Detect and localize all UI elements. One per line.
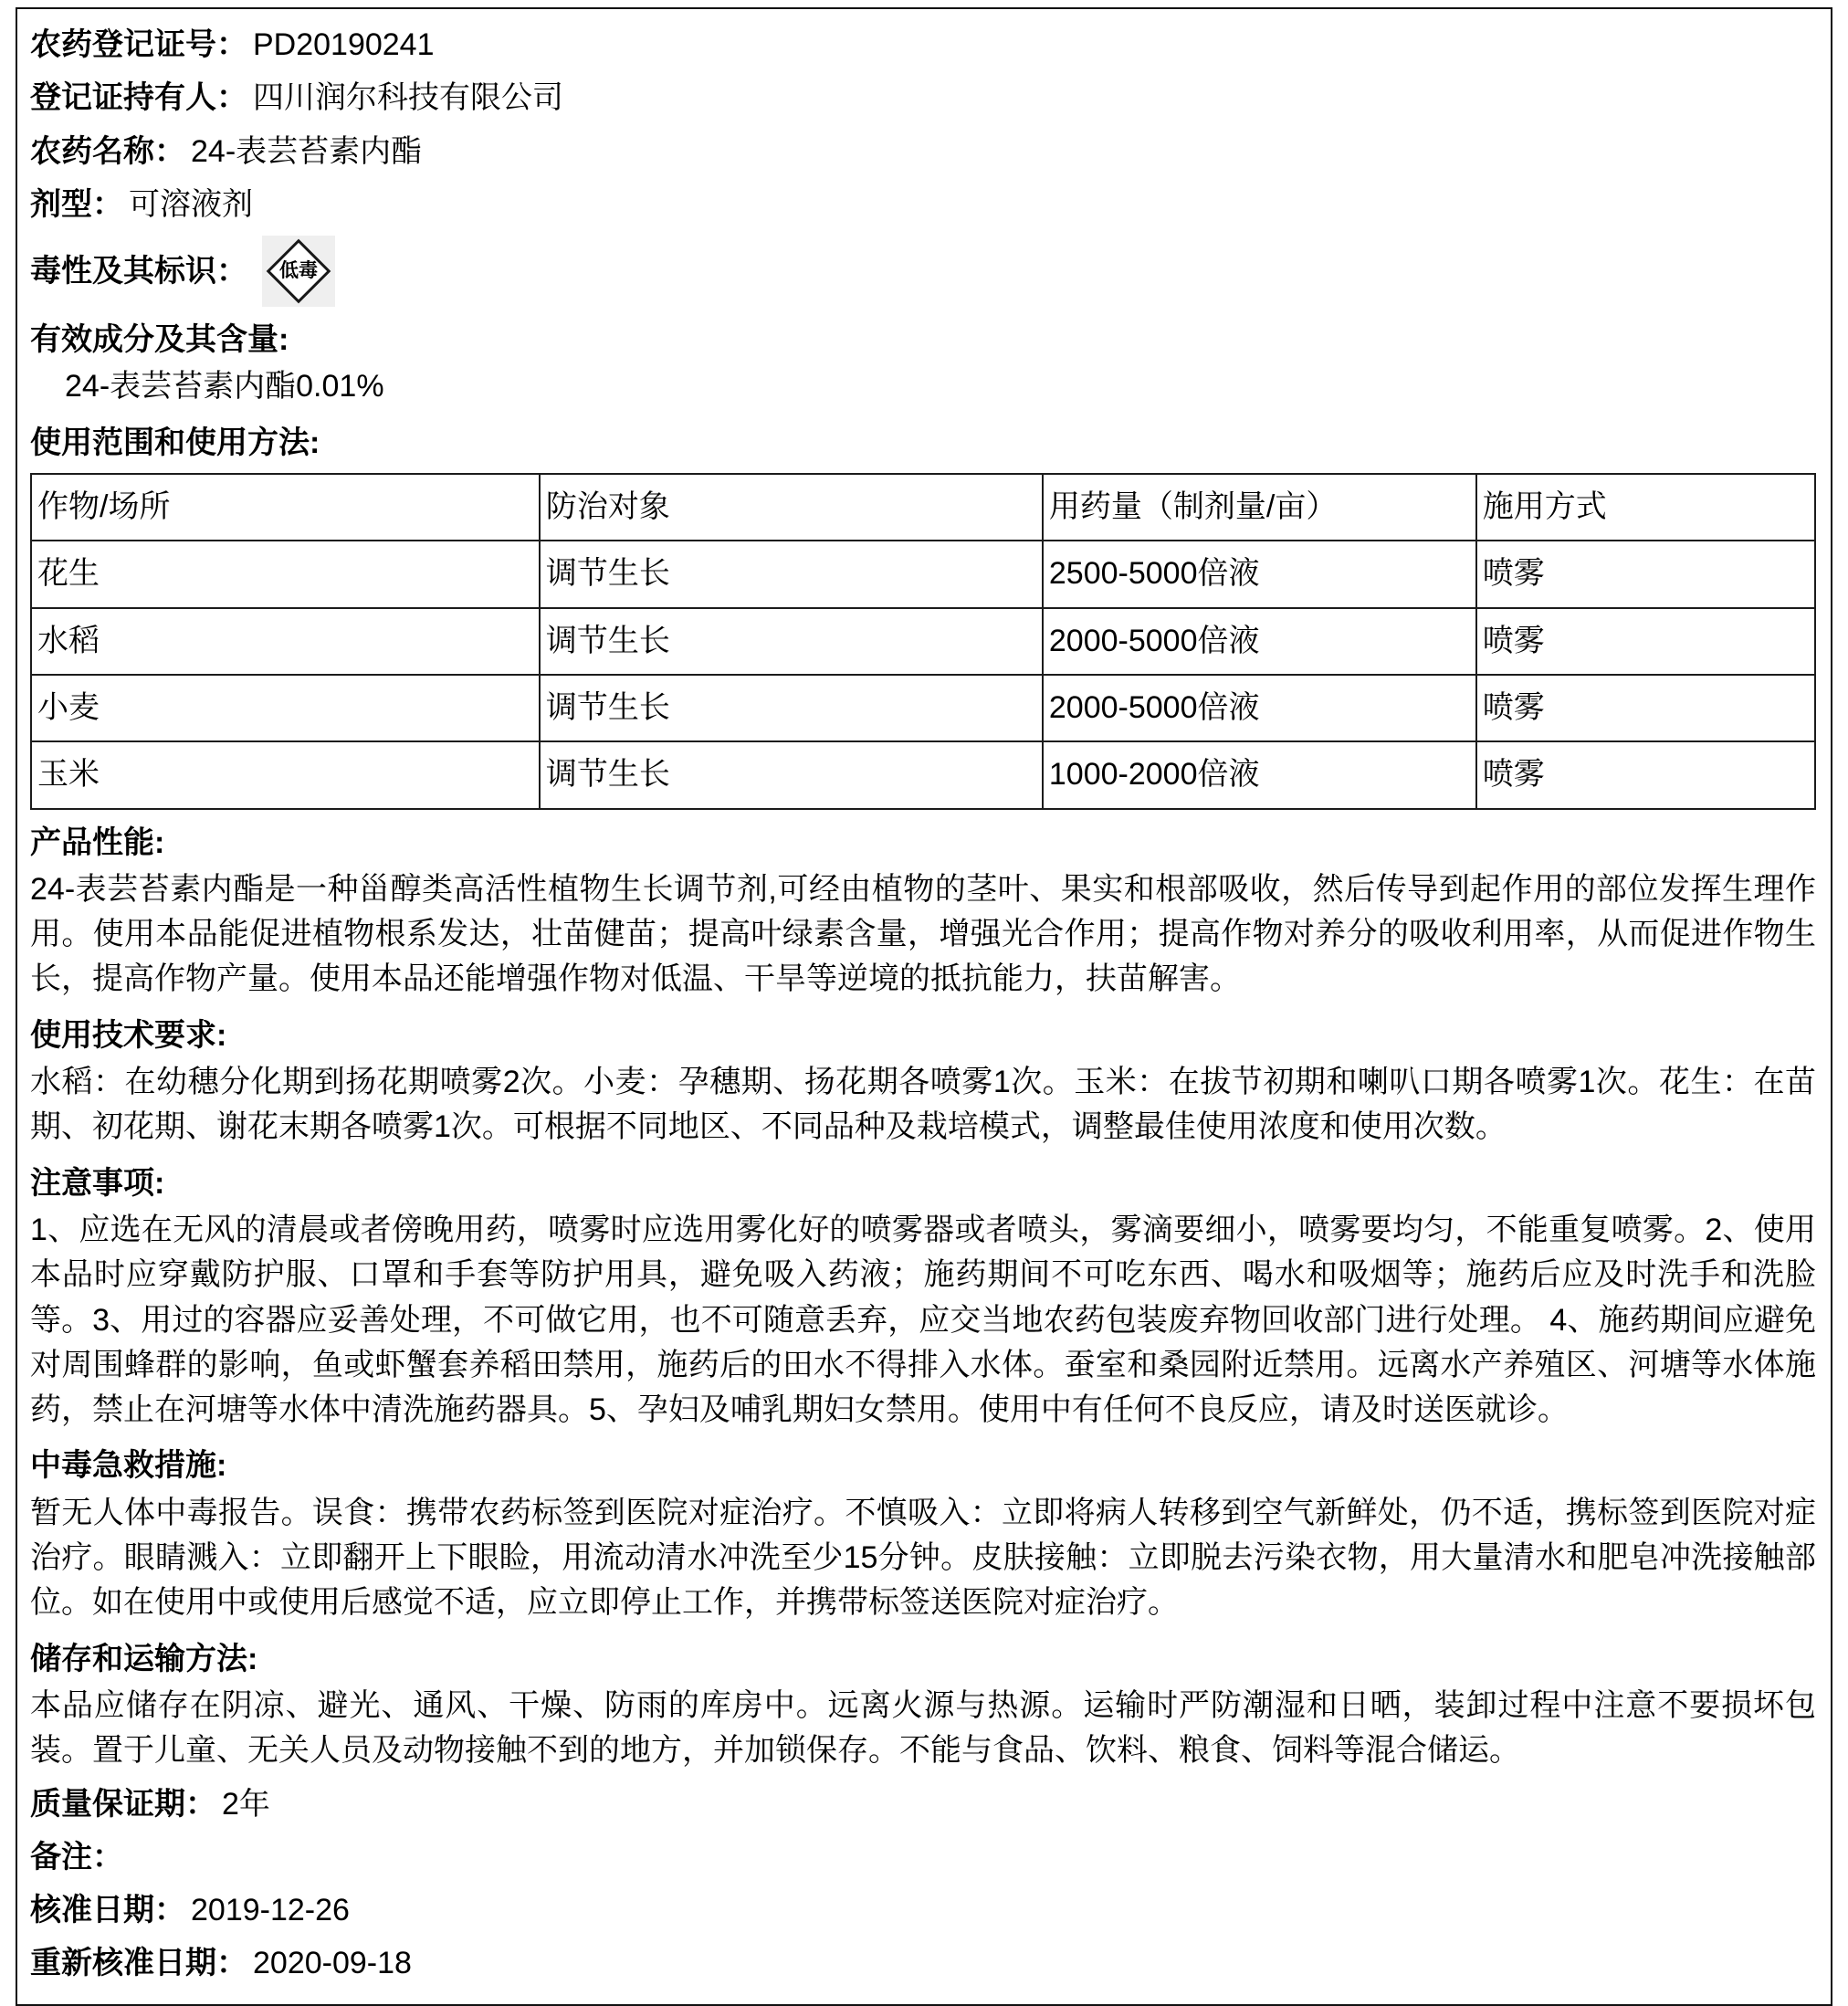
- dosage-cell: 2000-5000倍液: [1043, 608, 1476, 675]
- pesticide-label-document: [16, 7, 1832, 2006]
- pesticide-name-row: [30, 130, 1816, 174]
- registration-number-label: 农药登记证号：: [30, 27, 247, 62]
- certificate-holder-row: [30, 76, 1816, 121]
- section-title-technical-requirements: 使用技术要求:: [30, 1017, 227, 1053]
- formulation-label: 剂型：: [30, 186, 123, 222]
- low-toxicity-diamond-icon: [262, 236, 335, 307]
- toxicity-label: 毒性及其标识：: [30, 253, 247, 289]
- target-cell: 调节生长: [540, 741, 1043, 808]
- remarks-row: [30, 1835, 1816, 1880]
- certificate-holder-value: 四川润尔科技有限公司: [253, 80, 563, 116]
- table-row: [31, 608, 1815, 675]
- warranty-period-label: 质量保证期：: [30, 1786, 216, 1822]
- target-cell: 调节生长: [540, 608, 1043, 675]
- crop-cell: 水稻: [31, 608, 540, 675]
- reapproval-date-row: [30, 1941, 1816, 1986]
- usage-table-header-method: 施用方式: [1476, 474, 1815, 541]
- crop-cell: 花生: [31, 541, 540, 607]
- section-body-storage-transport: 本品应储存在阴凉、避光、通风、干燥、防雨的库房中。远离火源与热源。运输时严防潮湿和日晒，装卸过程中注意不要损坏包装。置于儿童、无关人员及动物接触不到的地方，并加锁保存。不能与食品、饮料、粮食、饲料等混合储运。: [30, 1687, 1816, 1769]
- section-body-first-aid: 暂无人体中毒报告。误食：携带农药标签到医院对症治疗。不慎吸入：立即将病人转移到空气新鲜处，仍不适，携标签到医院对症治疗。眼睛溅入：立即翻开上下眼睑，用流动清水冲洗至少15分钟。皮肤接触：立即脱去污染衣物，用大量清水和肥皂冲洗接触部位。如在使用中或使用后感觉不适，应立即停止工作，并携带标签送医院对症治疗。: [30, 1495, 1816, 1621]
- section-title-first-aid: 中毒急救措施:: [30, 1448, 227, 1484]
- toxicity-row: [30, 236, 1816, 307]
- usage-table: [30, 473, 1816, 809]
- crop-cell: 玉米: [31, 741, 540, 808]
- section-title-storage-transport: 储存和运输方法:: [30, 1641, 258, 1676]
- dosage-cell: 2500-5000倍液: [1043, 541, 1476, 607]
- formulation-value: 可溶液剂: [129, 186, 253, 222]
- toxicity-badge-text: 低毒: [279, 258, 318, 282]
- dosage-cell: 1000-2000倍液: [1043, 741, 1476, 808]
- warranty-period-row: [30, 1782, 1816, 1827]
- method-cell: 喷雾: [1476, 541, 1815, 607]
- reapproval-date-value: 2020-09-18: [253, 1946, 412, 1981]
- target-cell: 调节生长: [540, 541, 1043, 607]
- dosage-cell: 2000-5000倍液: [1043, 675, 1476, 741]
- registration-number-row: [30, 23, 1816, 68]
- usage-scope-title: 使用范围和使用方法:: [30, 425, 320, 460]
- approval-date-row: [30, 1888, 1816, 1933]
- target-cell: 调节生长: [540, 675, 1043, 741]
- method-cell: 喷雾: [1476, 608, 1815, 675]
- usage-table-header-row: [31, 474, 1815, 541]
- approval-date-value: 2019-12-26: [191, 1893, 350, 1928]
- usage-table-header-dosage: 用药量（制剂量/亩）: [1043, 474, 1476, 541]
- section-title-precautions: 注意事项:: [30, 1165, 165, 1201]
- section-body-product-performance: 24-表芸苔素内酯是一种甾醇类高活性植物生长调节剂,可经由植物的茎叶、果实和根部吸收，然后传导到起作用的部位发挥生理作用。使用本品能促进植物根系发达，壮苗健苗；提高叶绿素含量，增强光合作用；提高作物对养分的吸收利用率，从而促进作物生长，提高作物产量。使用本品还能增强作物对低温、干旱等逆境的抵抗能力，扶苗解害。: [30, 871, 1816, 997]
- pesticide-name-value: 24-表芸苔素内酯: [191, 133, 423, 169]
- table-row: [31, 541, 1815, 607]
- section-body-technical-requirements: 水稻：在幼穗分化期到扬花期喷雾2次。小麦：孕穗期、扬花期各喷雾1次。玉米：在拔节初期和喇叭口期各喷雾1次。花生：在苗期、初花期、谢花末期各喷雾1次。可根据不同地区、不同品种及栽培模式，调整最佳使用浓度和使用次数。: [30, 1065, 1816, 1145]
- active-ingredient-content: 24-表芸苔素内酯0.01%: [65, 369, 384, 404]
- method-cell: 喷雾: [1476, 675, 1815, 741]
- usage-table-header-target: 防治对象: [540, 474, 1043, 541]
- warranty-period-value: 2年: [222, 1786, 270, 1822]
- section-title-product-performance: 产品性能:: [30, 824, 165, 860]
- remarks-label: 备注：: [30, 1839, 123, 1875]
- usage-table-header-crop: 作物/场所: [31, 474, 540, 541]
- reapproval-date-label: 重新核准日期：: [30, 1946, 247, 1981]
- table-row: [31, 675, 1815, 741]
- method-cell: 喷雾: [1476, 741, 1815, 808]
- table-row: [31, 741, 1815, 808]
- registration-number-value: PD20190241: [253, 27, 435, 62]
- active-ingredient-title: 有效成分及其含量:: [30, 322, 289, 358]
- crop-cell: 小麦: [31, 675, 540, 741]
- approval-date-label: 核准日期：: [30, 1893, 185, 1928]
- section-body-precautions: 1、应选在无风的清晨或者傍晚用药，喷雾时应选用雾化好的喷雾器或者喷头，雾滴要细小，喷雾要均匀，不能重复喷雾。2、使用本品时应穿戴防护服、口罩和手套等防护用具，避免吸入药液；施药期间不可吃东西、喝水和吸烟等；施药后应及时洗手和洗脸等。3、用过的容器应妥善处理，不可做它用，也不可随意丢弃，应交当地农药包装废弃物回收部门进行处理。 4、施药期间应避免对周围蜂群的影响，鱼或虾蟹套养稻田禁用，施药后的田水不得排入水体。蚕室和桑园附近禁用。远离水产养殖区、河塘等水体施药，禁止在河塘等水体中清洗施药器具。5、孕妇及哺乳期妇女禁用。使用中有任何不良反应，请及时送医就诊。: [30, 1212, 1816, 1428]
- formulation-row: [30, 183, 1816, 227]
- certificate-holder-label: 登记证持有人：: [30, 80, 247, 116]
- pesticide-name-label: 农药名称：: [30, 133, 185, 169]
